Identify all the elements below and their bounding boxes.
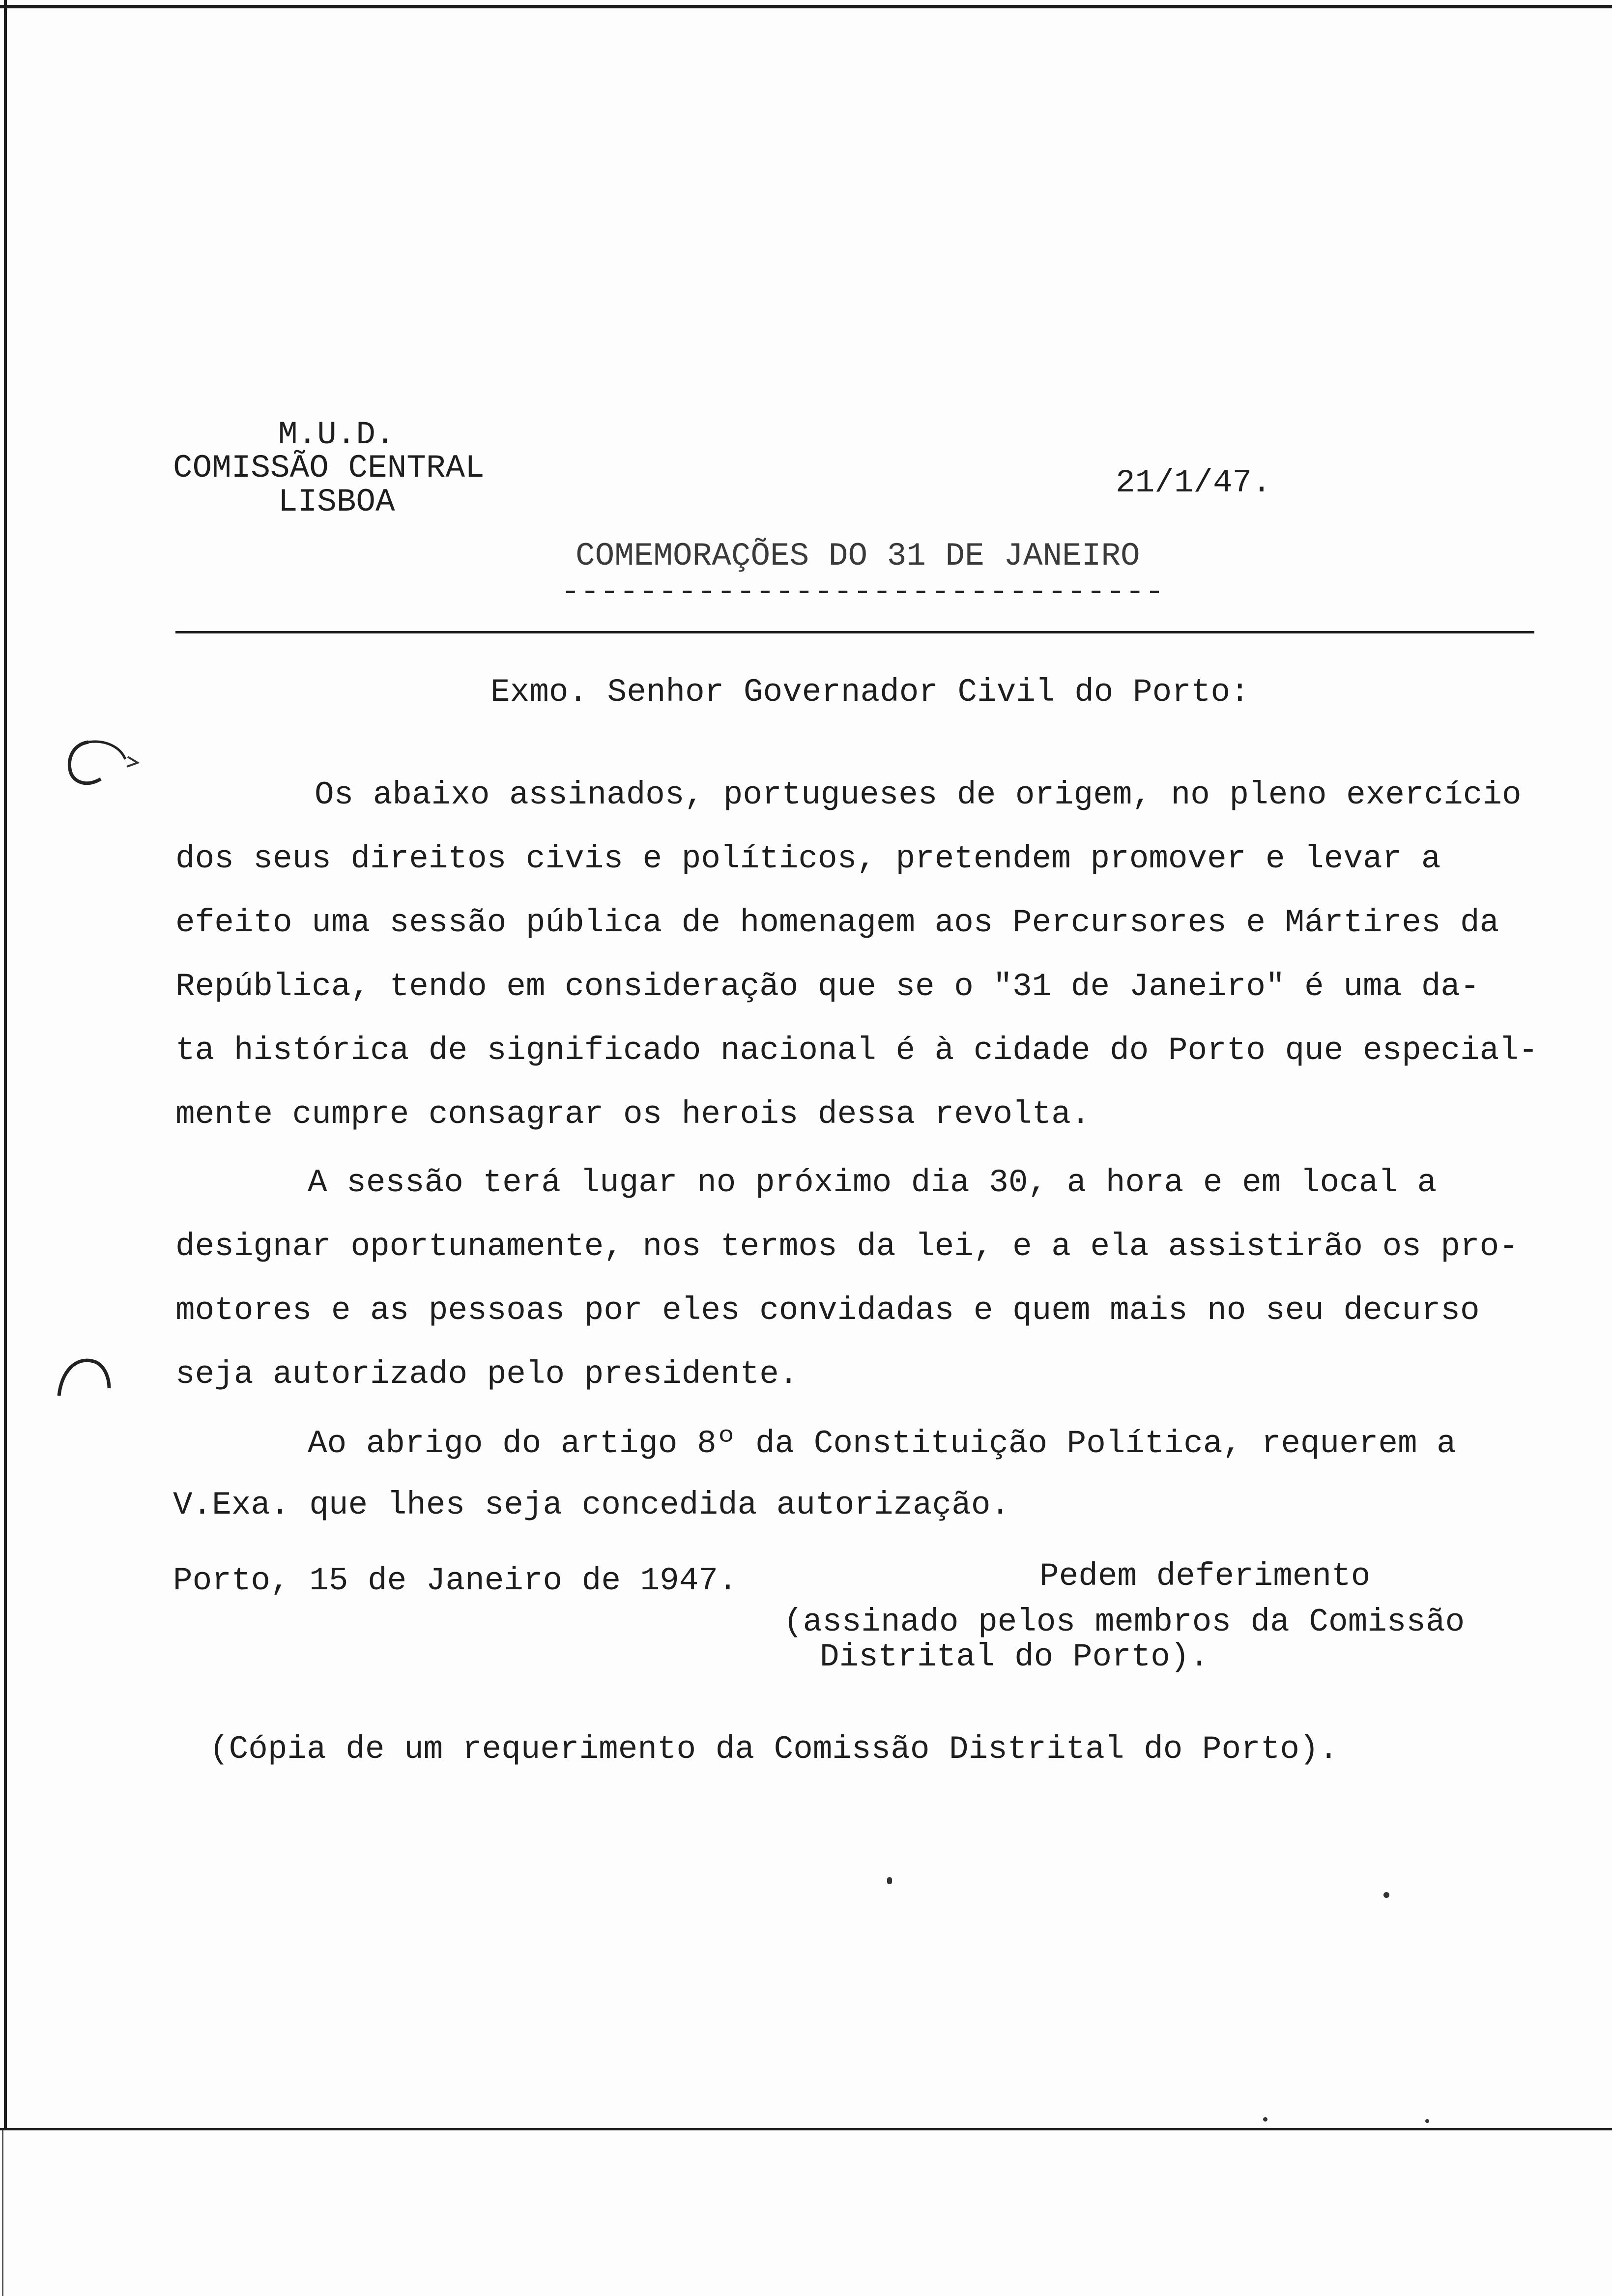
paragraph-line: seja autorizado pelo presidente. bbox=[175, 1356, 799, 1393]
paragraph-line: Ao abrigo do artigo 8º da Constituição Política, requerem a bbox=[308, 1425, 1456, 1462]
paragraph-line: mente cumpre consagrar os herois dessa revolta. bbox=[175, 1096, 1091, 1133]
subject-underline: ------------------------------- bbox=[561, 574, 1164, 610]
salutation: Exmo. Senhor Governador Civil do Porto: bbox=[490, 674, 1250, 711]
punch-hole-mark bbox=[59, 732, 143, 796]
sender-city: LISBOA bbox=[278, 484, 395, 520]
paragraph-line: República, tendo em consideração que se o "31 de Janeiro" é uma da- bbox=[175, 968, 1480, 1005]
signature-note-line: Distrital do Porto). bbox=[820, 1638, 1209, 1675]
paragraph-line: motores e as pessoas por eles convidadas e quem mais no seu decurso bbox=[175, 1292, 1480, 1329]
page-left-edge bbox=[4, 0, 7, 2130]
scan-speck bbox=[1263, 2117, 1267, 2122]
paragraph-line: V.Exa. que lhes seja concedida autorização. bbox=[173, 1487, 1010, 1523]
paragraph-line: A sessão terá lugar no próximo dia 30, a hora e em local a bbox=[308, 1164, 1437, 1201]
page-bottom-fold-line bbox=[0, 2128, 1612, 2130]
paragraph-line: Os abaixo assinados, portugueses de origem, no pleno exercício bbox=[315, 776, 1522, 813]
document-date: 21/1/47. bbox=[1116, 464, 1271, 501]
paragraph-line: ta histórica de significado nacional é à cidade do Porto que especial- bbox=[175, 1032, 1538, 1069]
header-rule bbox=[175, 631, 1534, 633]
closing-formula: Pedem deferimento bbox=[1039, 1558, 1371, 1595]
scan-speck bbox=[887, 1877, 892, 1884]
paragraph-line: designar oportunamente, nos termos da lei, e a ela assistirão os pro- bbox=[175, 1228, 1519, 1265]
page-left-edge-lower bbox=[2, 2130, 3, 2296]
sender-commission: COMISSÃO CENTRAL bbox=[173, 450, 485, 487]
scan-speck bbox=[1383, 1892, 1389, 1898]
paragraph-line: efeito uma sessão pública de homenagem aos Percursores e Mártires da bbox=[175, 904, 1499, 941]
sender-org: M.U.D. bbox=[278, 416, 395, 453]
signature-note-line: (assinado pelos membros da Comissão bbox=[783, 1604, 1465, 1640]
scan-speck bbox=[1425, 2119, 1429, 2123]
paragraph-line: dos seus direitos civis e políticos, pretendem promover e levar a bbox=[175, 840, 1441, 877]
punch-hole-mark bbox=[54, 1342, 118, 1401]
subject-heading: COMEMORAÇÕES DO 31 DE JANEIRO bbox=[576, 538, 1140, 574]
place-date: Porto, 15 de Janeiro de 1947. bbox=[173, 1562, 738, 1599]
page-top-edge bbox=[0, 5, 1612, 8]
copy-note: (Cópia de um requerimento da Comissão Distrital do Porto). bbox=[209, 1731, 1339, 1768]
